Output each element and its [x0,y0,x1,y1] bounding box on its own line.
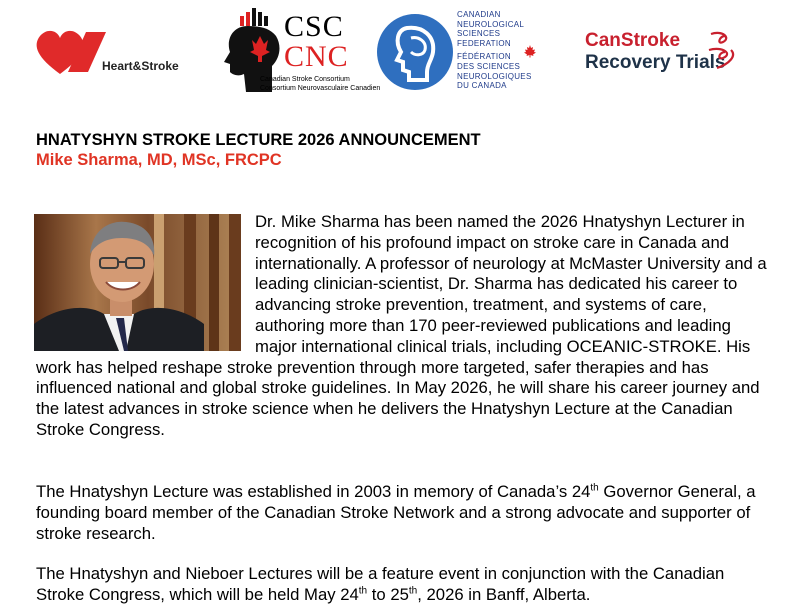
cnsf-en-line: NEUROLOGICAL [457,19,525,29]
photo-spacer [36,212,255,352]
event-text-a: The Hnatyshyn and Nieboer Lectures will be a feature event in conjunction with the Canadian Stroke Congress, which will be held May 24 [36,564,725,604]
history-text-b: Governor General, a founding board member of the Canadian Stroke Network and a strong advocate and supporter of stroke research. [36,482,756,543]
paragraph-bio [36,212,772,441]
maple-leaf-icon [523,44,537,58]
ordinal-suffix: th [590,482,599,494]
heart-slash-icon [30,22,130,82]
cnsf-fr-line: NEUROLOGIQUES [457,71,532,81]
csc-cnc-logo [220,6,381,96]
paragraph-history [36,482,772,544]
ordinal-suffix: th [358,585,368,597]
recovery-trials-text: Recovery Trials [585,52,726,73]
heart-and-stroke-logo [30,22,190,82]
csc-subtitle-fr: Consortium Neurovasculaire Canadien [260,85,381,92]
cnsf-logo [375,10,550,95]
lecturer-name: Mike Sharma, MD, MSc, FRCPC [36,151,282,169]
cnsf-fr-line: DES SCIENCES [457,61,521,71]
heart-stroke-wordmark: Heart&Stroke [102,59,179,73]
cnc-text: CNC [284,40,349,73]
event-text-b: to 25 [367,584,409,604]
paragraph-bio-text: Dr. Mike Sharma has been named the 2026 Hnatyshyn Lecturer in recognition of his profound impact on stroke care in Canada and internationally. A professor of neurology at McMaster University and a leading clinician-scientist, Dr. Sharma has dedicated his career to advancing stroke prevention, treatment, and systems of care, authoring more than 170 peer-reviewed publications and leading major international clinical trials, including OCEANIC-STROKE. His work has helped reshape stroke prevention through more targeted, safer therapies and has influenced national and global stroke guidelines. In May 2026, he will share his career journey and the latest advances in stroke science when he delivers the Hnatyshyn Lecture at the Canadian Stroke Congress. [36,212,767,439]
event-text-c: , 2026 in Banff, Alberta. [417,584,591,604]
logo-strip [0,0,800,110]
cnsf-fr-line: FÉDÉRATION [457,52,511,62]
swirl-icon [703,28,743,72]
announcement-title: HNATYSHYN STROKE LECTURE 2026 ANNOUNCEMENT [36,131,481,149]
cnsf-fr-line: DU CANADA [457,81,507,91]
brain-head-icon [375,12,455,92]
cnsf-en-line: FEDERATION [457,38,511,48]
paragraph-event [36,564,772,606]
cnsf-en-line: SCIENCES [457,29,501,39]
history-text-a: The Hnatyshyn Lecture was established in 2003 in memory of Canada’s 24 [36,482,591,501]
canstroke-logo [585,30,775,80]
csc-text: CSC [284,10,344,43]
cnsf-text [457,10,532,91]
cnsf-en-line: CANADIAN [457,10,501,19]
ordinal-suffix: th [408,585,418,597]
csc-subtitle-en: Canadian Stroke Consortium [260,76,350,83]
canstroke-text: CanStroke [585,30,681,51]
